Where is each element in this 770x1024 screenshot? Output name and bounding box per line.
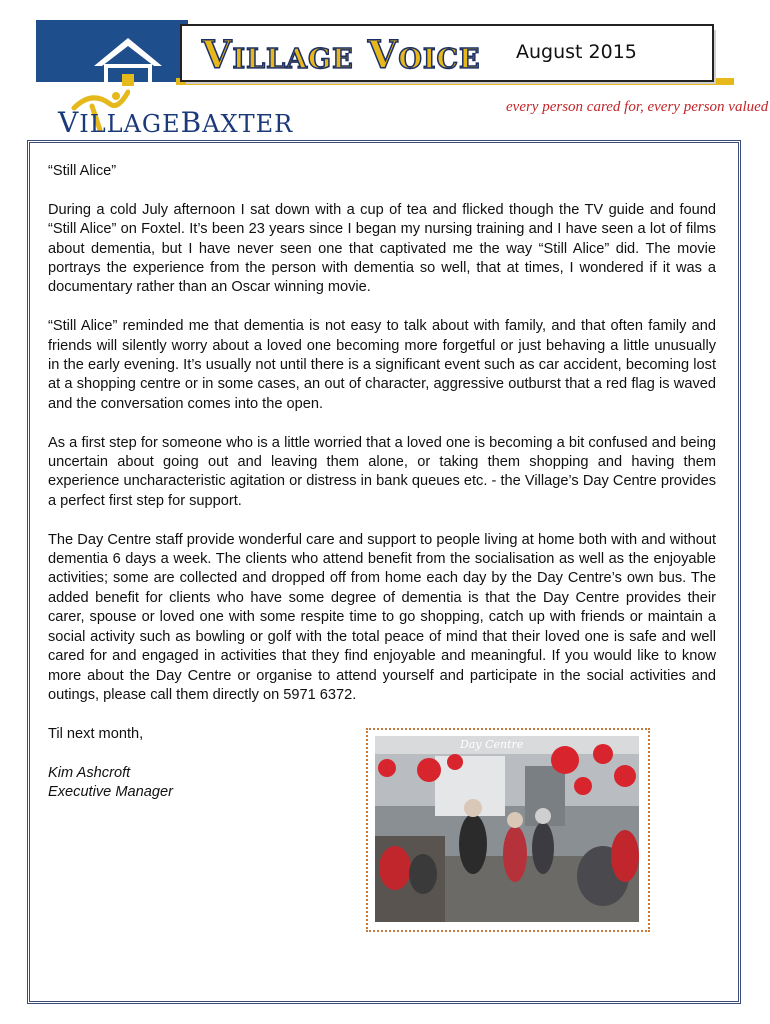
day-centre-photo [375,736,639,922]
signature-title: Executive Manager [48,783,173,800]
closing-line: Til next month, [48,725,144,742]
article-paragraph-2: “Still Alice” reminded me that dementia is not easy to talk about with family, and that often family and friends will silently worry about a loved one becoming more forgetful or just behaving a little unusually in the early evening. It’s usually not until there is a significant event such as car accident, becoming lost at a shopping centre or in some cases, an out of character, aggressive outburst that a red flag is waved and the conversation comes into the open. [48,318,716,412]
article-paragraph-1: During a cold July afternoon I sat down with a cup of tea and flicked though the TV guide and found “Still Alice” on Foxtel. It’s been 23 years since I began my nursing training and I have seen a lot of films about dementia, but I have never seen one that captivated me the way “Still Alice” did. The movie portrays the experience from the person with dementia so well, that at times, I wondered if it was a documentary rather than an Oscar winning movie. [48,201,716,296]
photo-caption: Day Centre [460,738,524,751]
masthead-title: Village Voice [202,32,481,77]
article-paragraph-3: As a first step for someone who is a little worried that a loved one is becoming a bit confused and being uncertain about going out and leaving them alone, or taking them shopping and having them experience uncharacteristic agitation or distress in bank queues etc. - the Village’s Day Centre provides a perfect first step for support. [48,434,716,509]
tagline: every person cared for, every person valued [506,99,769,115]
logo-letter-b: B [180,106,203,139]
logo-letter-v: V [58,106,80,139]
masthead-box [180,24,714,82]
article-body [48,162,716,802]
logo-word-axter: AXTER [202,110,294,138]
village-baxter-logo [58,106,293,139]
article-paragraph-4: The Day Centre staff provide wonderful care and support to people living at home both with and without dementia 6 days a week. The clients who attend benefit from the socialisation as well as the enjoyable activities; some are collected and dropped off from home each day by the Day Centre’s own bus. The added benefit for clients who have some degree of dementia is that the Day Centre provides their carer, spouse or loved one with some respite time to go shopping, catch up with friends or maintain a social activity such as bowling or golf with the total peace of mind that their loved one is safe and well cared for and engaged in activities that they find enjoyable and meaningful. If you would like to know more about the Day Centre or organise to attend yourself and participate in the social activities and outings, please call them directly on 5971 6372. [48,531,716,703]
signature-name: Kim Ashcroft [48,764,131,781]
article-heading: “Still Alice” [48,163,117,179]
issue-date: August 2015 [516,41,637,63]
logo-word-illage: ILLAGE [79,110,181,138]
